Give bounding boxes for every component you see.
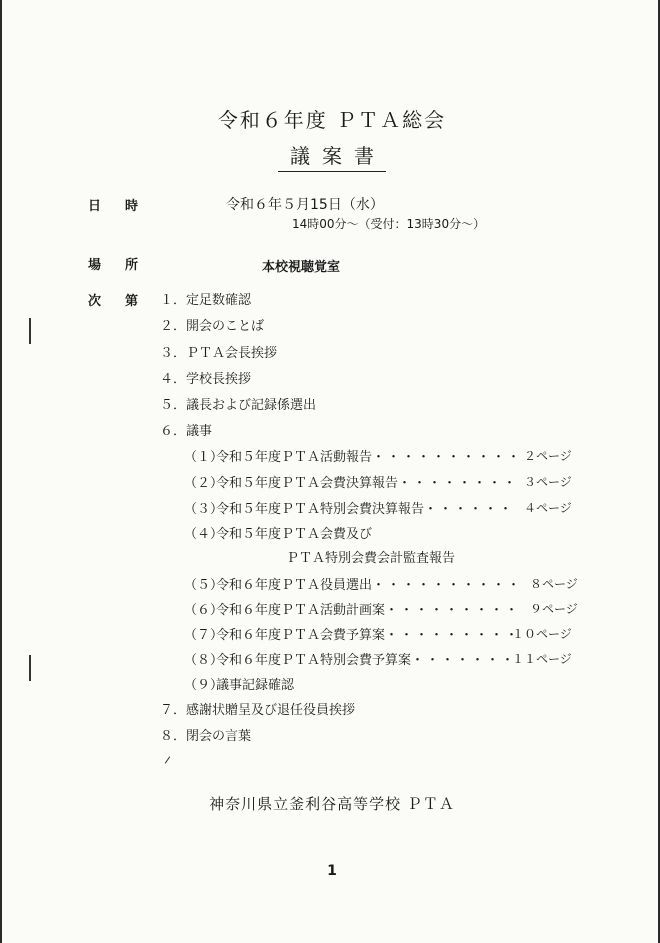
page-reference: ９ページ [530, 602, 578, 616]
place-label-char-2: 所 [125, 258, 139, 273]
agenda-item-text: 開会のことば [186, 319, 265, 334]
agenda-item [160, 368, 251, 387]
dot-leader: ・・・・・・・・・・ [372, 578, 523, 593]
place-label [88, 254, 138, 273]
meeting-place: 本校視聴覚室 [262, 260, 341, 275]
page-reference: １０ページ [512, 627, 572, 641]
subtitle-text: 議案書 [278, 140, 386, 172]
sub-item [184, 674, 294, 693]
sub-item-text: 議事記録確認 [216, 678, 295, 693]
sub-item-text: 令和６年度ＰＴＡ活動計画案 [216, 603, 386, 618]
sub-item-number: （５） [184, 578, 224, 593]
dot-leader: ・・・・・・ [424, 502, 515, 517]
page-number: 1 [327, 863, 337, 879]
meeting-time: 14時00分～（受付：13時30分～） [292, 217, 486, 231]
page-reference: ８ページ [530, 577, 578, 591]
sub-item-text: 令和６年度ＰＴＡ役員選出 [216, 578, 373, 593]
page-reference: ２ページ [524, 449, 572, 463]
place-label-char-1: 場 [88, 258, 102, 273]
agenda-item [160, 699, 355, 718]
agenda-item-number: ８． [160, 729, 187, 744]
date-label-char-2: 時 [125, 199, 139, 214]
binder-hole-mark [29, 318, 31, 344]
dot-leader: ・・・・・・・・・ [385, 628, 521, 643]
agenda-label-char-2: 第 [125, 294, 139, 309]
stray-mark [165, 756, 170, 763]
agenda-item-text: 感謝状贈呈及び退任役員挨拶 [186, 703, 356, 718]
agenda-item-text: 閉会の言葉 [186, 729, 252, 744]
sub-item-number: （７） [184, 628, 224, 643]
page-reference: ３ページ [524, 475, 572, 489]
agenda-item-text: 定足数確認 [186, 293, 252, 308]
sub-item-number: （４） [184, 527, 224, 542]
sub-item [184, 498, 514, 517]
agenda-item [160, 725, 251, 744]
sub-item [184, 599, 520, 618]
dot-leader: ・・・・・・・・ [398, 476, 519, 491]
date-label [88, 195, 138, 214]
sub-item [184, 446, 522, 465]
sub-item-text: 令和５年度ＰＴＡ会費及び [216, 527, 373, 542]
sub-item-text: 令和６年度ＰＴＡ会費予算案 [216, 628, 386, 643]
dot-leader: ・・・・・・・ [411, 653, 517, 668]
sub-item-text: ＰＴＡ特別会費会計監査報告 [286, 551, 456, 566]
agenda-item [160, 420, 212, 439]
page-reference: １１ページ [512, 652, 572, 666]
agenda-item-number: ４． [160, 372, 187, 387]
agenda-item [160, 342, 277, 361]
page-reference: ４ページ [524, 501, 572, 515]
sub-item-number: （１） [184, 450, 224, 465]
agenda-item-number: １． [160, 293, 187, 308]
sub-item [184, 523, 372, 542]
sub-item-number: （９） [184, 678, 224, 693]
sub-item-text: 令和５年度ＰＴＡ会費決算報告 [216, 476, 399, 491]
agenda-item-text: ＰＴＡ会長挨拶 [186, 346, 278, 361]
agenda-item [160, 394, 316, 413]
agenda-item-number: ６． [160, 424, 187, 439]
agenda-label [88, 290, 138, 309]
agenda-item-text: 学校長挨拶 [186, 372, 252, 387]
organization-name: 神奈川県立釜利谷高等学校 ＰＴＡ [209, 795, 455, 813]
agenda-item-number: ５． [160, 398, 187, 413]
sub-item-continuation [286, 547, 455, 566]
meeting-date: 令和６年５月15日（水） [226, 197, 384, 213]
sub-item-text: 令和５年度ＰＴＡ特別会費決算報告 [216, 502, 425, 517]
sub-item-text: 令和６年度ＰＴＡ特別会費予算案 [216, 653, 412, 668]
page-title: 令和６年度 ＰＴＡ総会 [217, 108, 447, 132]
sub-item-number: （２） [184, 476, 224, 491]
sub-item-number: （６） [184, 603, 224, 618]
dot-leader: ・・・・・・・・・ [385, 603, 521, 618]
date-label-char-1: 日 [88, 199, 102, 214]
sub-item-text: 令和５年度ＰＴＡ活動報告 [216, 450, 373, 465]
agenda-item [160, 315, 264, 334]
agenda-item-number: ３． [160, 346, 187, 361]
agenda-item-number: ２． [160, 319, 187, 334]
sub-item [184, 472, 518, 491]
agenda-label-char-1: 次 [88, 294, 102, 309]
sub-item [184, 649, 516, 668]
sub-item [184, 624, 520, 643]
dot-leader: ・・・・・・・・・・ [372, 450, 523, 465]
agenda-item-text: 議事 [186, 424, 213, 439]
agenda-item-number: ７． [160, 703, 187, 718]
binder-hole-mark [29, 655, 31, 681]
sub-item-number: （３） [184, 502, 224, 517]
sub-item [184, 574, 522, 593]
sub-item-number: （８） [184, 653, 224, 668]
agenda-item-text: 議長および記録係選出 [186, 398, 317, 413]
page-subtitle [2, 140, 660, 172]
agenda-item [160, 289, 251, 308]
